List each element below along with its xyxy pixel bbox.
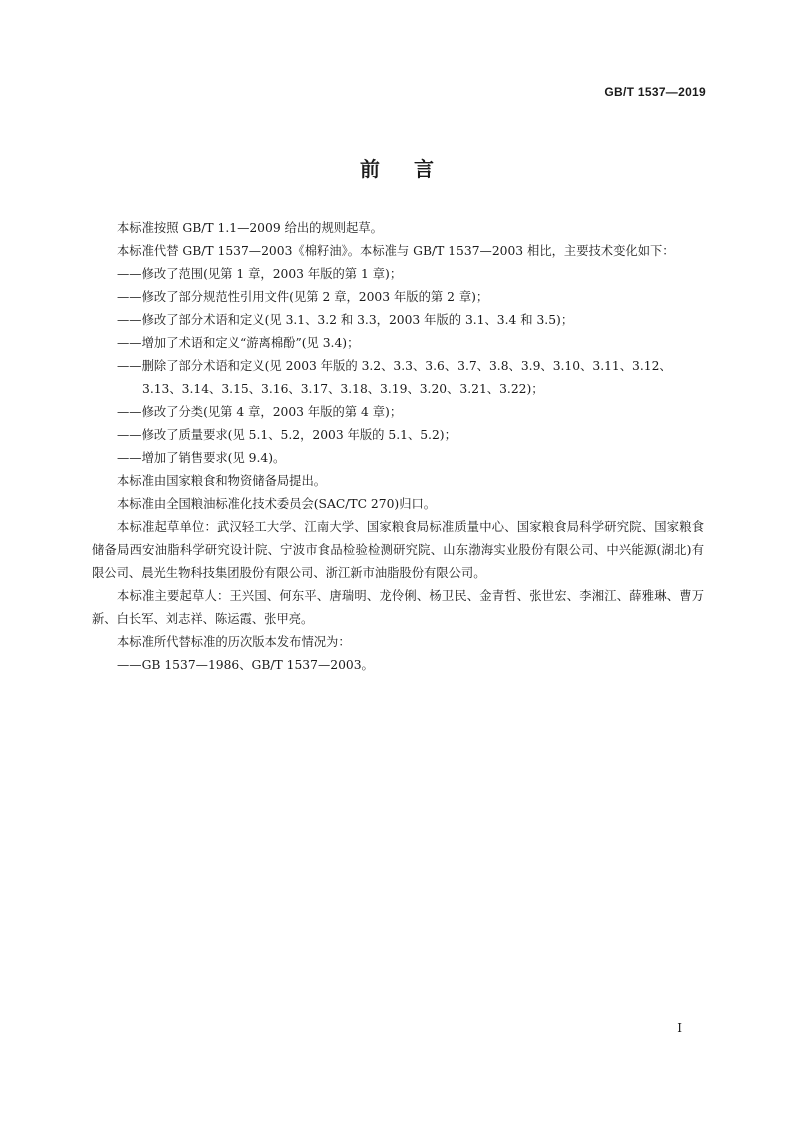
change-item-sales: ——增加了销售要求(见 9.4)。	[117, 451, 286, 465]
paragraph-replacement: 本标准代替 GB/T 1537—2003《棉籽油》。本标准与 GB/T 1537—2003 相比，主要技术变化如下：	[117, 244, 675, 258]
standard-code: GB/T 1537—2019	[604, 85, 706, 99]
page-number: I	[677, 1021, 682, 1035]
change-item-free-gossypol: ——增加了术语和定义“游离棉酚”(见 3.4)；	[117, 336, 360, 350]
paragraph-drafters: 本标准主要起草人：王兴国、何东平、唐瑞明、龙伶俐、杨卫民、金青哲、张世宏、李湘江、薛雅琳、曹万新、白长军、刘志祥、陈运霞、张甲亮。	[92, 589, 704, 626]
paragraph-proposed-by: 本标准由国家粮食和物资储备局提出。	[117, 474, 327, 488]
paragraph-history-intro: 本标准所代替标准的历次版本发布情况为：	[117, 635, 351, 649]
change-item-terms: ——修改了部分术语和定义(见 3.1、3.2 和 3.3，2003 年版的 3.1、3.4 和 3.5)；	[117, 313, 574, 327]
history-item: ——GB 1537—1986、GB/T 1537—2003。	[117, 658, 374, 672]
paragraph-drafting-units: 本标准起草单位：武汉轻工大学、江南大学、国家粮食局标准质量中心、国家粮食局科学研究院、国家粮食储备局西安油脂科学研究设计院、宁波市食品检验检测研究院、山东渤海实业股份有限公司、中兴能源(湖北)有限公司、晨光生物科技集团股份有限公司、浙江新市油脂股份有限公司。	[92, 520, 704, 580]
change-item-scope: ——修改了范围(见第 1 章，2003 年版的第 1 章)；	[117, 267, 403, 281]
change-item-deleted-terms: ——删除了部分术语和定义(见 2003 年版的 3.2、3.3、3.6、3.7、3.8、3.9、3.10、3.11、3.12、3.13、3.14、3.15、3.16、3.17、3.18、3.19、3.20、3.21、3.22)；	[117, 359, 672, 396]
page-title: 前言	[360, 157, 468, 181]
paragraph-drafting-rule: 本标准按照 GB/T 1.1—2009 给出的规则起草。	[117, 221, 383, 235]
change-item-quality: ——修改了质量要求(见 5.1、5.2，2003 年版的 5.1、5.2)；	[117, 428, 457, 442]
change-item-references: ——修改了部分规范性引用文件(见第 2 章，2003 年版的第 2 章)；	[117, 290, 489, 304]
foreword-body	[92, 217, 704, 677]
change-item-classification: ——修改了分类(见第 4 章，2003 年版的第 4 章)；	[117, 405, 403, 419]
paragraph-administered-by: 本标准由全国粮油标准化技术委员会(SAC/TC 270)归口。	[117, 497, 437, 511]
